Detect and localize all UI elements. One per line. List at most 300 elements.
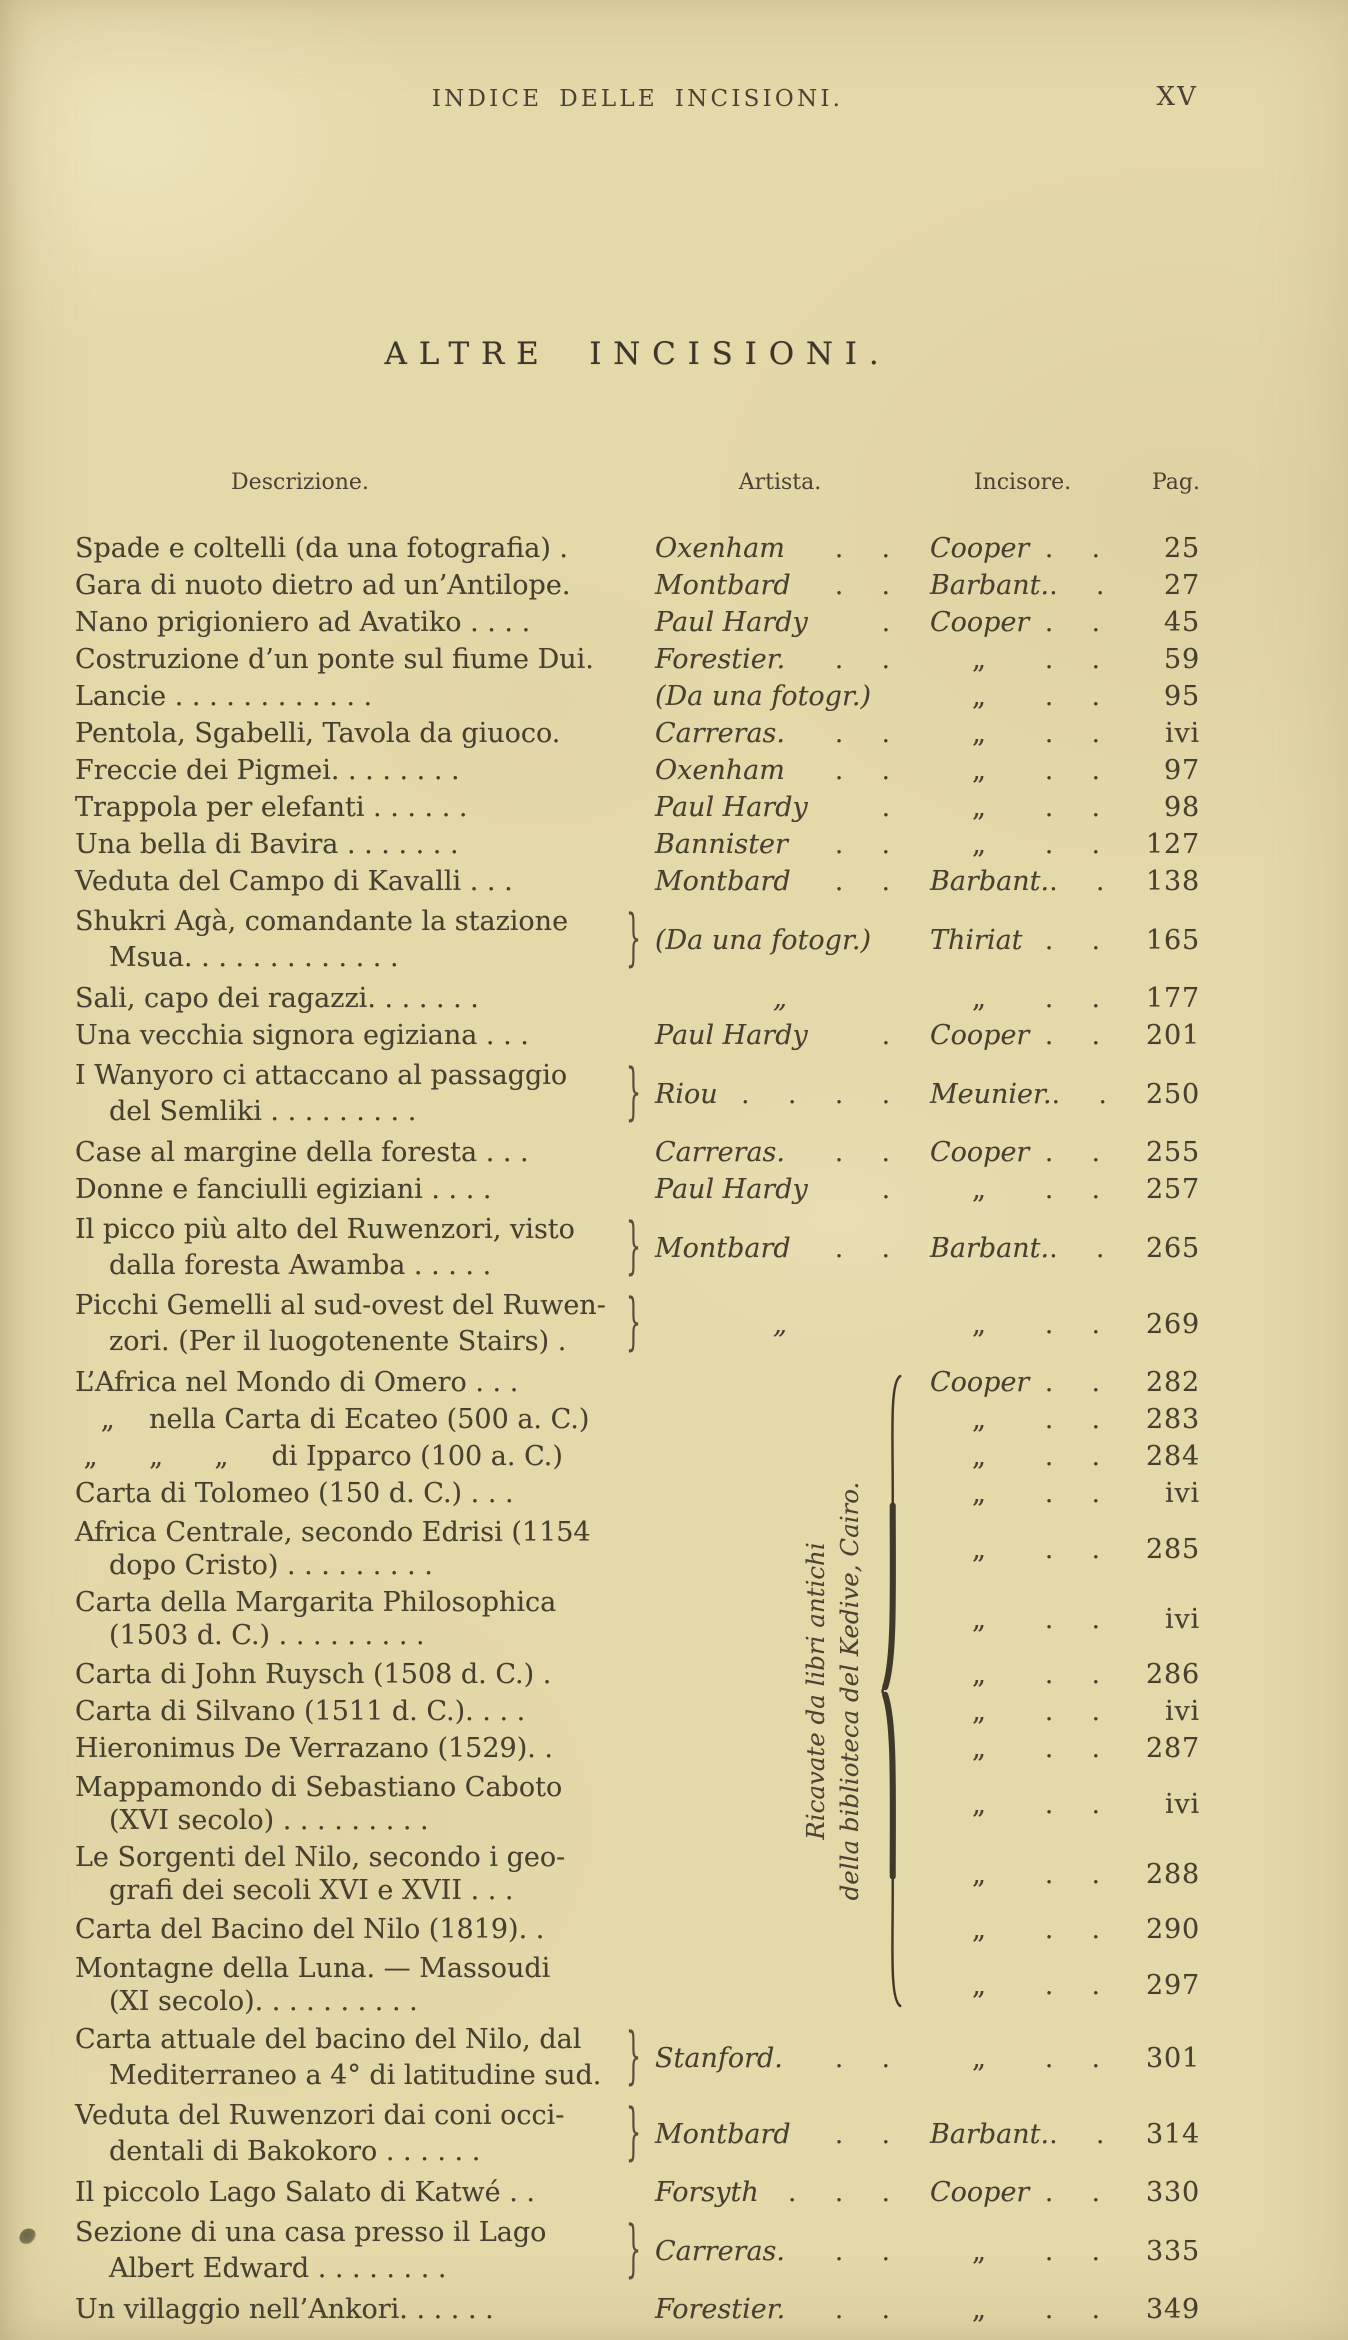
description-text: Carta della Margarita Philosophica [75, 1587, 557, 1618]
artist-cell [655, 2236, 905, 2267]
engraver-cell [930, 829, 1115, 860]
engraver-name: Barbant. [930, 2118, 1050, 2150]
artist-cell [655, 533, 905, 564]
page-cell: 282 [1146, 1367, 1200, 1398]
description-text: Donne e fanciulli egiziani . . . . [75, 1173, 492, 1205]
description-text: Una vecchia signora egiziana . . . [75, 1019, 529, 1051]
description-text: Il picco più alto del Ruwenzori, visto [75, 1214, 575, 1245]
engraver-name: „ [972, 2042, 986, 2074]
description-cell [75, 904, 655, 976]
table-row [75, 1730, 1200, 1767]
artist-dot-leader: . . . [787, 2177, 905, 2208]
table-row [75, 1586, 1200, 1652]
table-row [75, 1288, 1200, 1360]
description-cell [75, 2098, 655, 2170]
column-header-descrizione: Descrizione. [231, 470, 369, 495]
table-row [75, 1171, 1200, 1208]
engraver-cell [930, 1020, 1115, 1051]
page-cell: ivi [1165, 1478, 1200, 1509]
engraver-dot-leader: . . [1044, 792, 1115, 823]
page-number: XV [1156, 82, 1198, 112]
description-text: (XI secolo). . . . . . . . . . [109, 1986, 418, 2017]
engraver-cell [930, 681, 1115, 712]
table-row [75, 1058, 1200, 1130]
description-cell [75, 1058, 655, 1130]
table-row [75, 1401, 1200, 1438]
engraver-cell [930, 1367, 1115, 1398]
artist-cell [655, 2177, 905, 2208]
artist-cell [655, 792, 905, 823]
table-row [75, 1693, 1200, 1730]
engraver-cell [930, 925, 1115, 956]
engraver-name: Meunier. [930, 1078, 1052, 1110]
description-text: Carta attuale del bacino del Nilo, dal [75, 2024, 582, 2055]
description-text: Carta di Tolomeo (150 d. C.) . . . [75, 1478, 514, 1509]
engraver-cell [930, 1078, 1122, 1110]
engraver-dot-leader: . . [1051, 1078, 1122, 1110]
artist-dot-leader: . . [834, 2294, 905, 2325]
engraver-dot-leader: . . [1044, 829, 1115, 860]
engraver-dot-leader: . . [1044, 2177, 1115, 2208]
table-row [75, 980, 1200, 1017]
engraver-dot-leader: . . [1044, 755, 1115, 786]
description-cell [75, 642, 655, 678]
description-text: Africa Centrale, secondo Edrisi (1154 [75, 1517, 591, 1548]
description-text: „ „ „ di Ipparco (100 a. C.) [75, 1441, 563, 1472]
rows-after-group [75, 2022, 1200, 2328]
engraver-cell [930, 2177, 1115, 2208]
description-text: zori. (Per il luogotenente Stairs) . [109, 1326, 567, 1357]
ink-blot-mark [17, 2226, 38, 2248]
artist-dot-leader: . . [834, 755, 905, 786]
table-row [75, 752, 1200, 789]
description-text: (XVI secolo) . . . . . . . . . [109, 1805, 429, 1836]
engraver-dot-leader: . . [1044, 533, 1115, 564]
table-row [75, 678, 1200, 715]
description-cell [75, 1695, 655, 1728]
engraver-name: „ [972, 829, 986, 860]
artist-dot-leader: . . [834, 2042, 905, 2074]
table-row [75, 1516, 1200, 1582]
table-row [75, 567, 1200, 604]
artist-dot-leader: . [881, 792, 905, 823]
page-cell: 257 [1146, 1174, 1200, 1205]
description-cell [75, 1477, 655, 1510]
engraver-dot-leader: . . [1044, 1858, 1115, 1890]
engraver-cell [930, 644, 1115, 675]
artist-name: Montbard [655, 866, 791, 897]
engraver-dot-leader: . . [1044, 1733, 1115, 1764]
description-cell [75, 1440, 655, 1473]
description-text: Case al margine della foresta . . . [75, 1136, 529, 1168]
artist-name: Paul Hardy [655, 1174, 808, 1205]
description-cell [75, 1212, 655, 1284]
description-text: Shukri Agà, comandante la stazione [75, 906, 569, 937]
description-text: Montagne della Luna. — Massoudi [75, 1953, 551, 1984]
engraver-dot-leader: . . [1044, 983, 1115, 1014]
artist-dot-leader: . . [834, 718, 905, 749]
artist-dot-leader: . . [834, 644, 905, 675]
description-text: Carta del Bacino del Nilo (1819). . [75, 1914, 545, 1945]
artist-name: (Da una fotogr.) [655, 681, 872, 712]
artist-cell [655, 1020, 905, 1051]
row-brace-icon: } [625, 2097, 642, 2169]
rows-before-group [75, 530, 1200, 1360]
description-text: Sali, capo dei ragazzi. . . . . . . [75, 982, 479, 1014]
page-cell: ivi [1165, 1603, 1200, 1635]
description-text: Veduta del Campo di Kavalli . . . [75, 865, 513, 897]
khedive-library-group [75, 1364, 1200, 2018]
engraver-cell [930, 1970, 1115, 2001]
description-cell [75, 1135, 655, 1171]
description-cell [75, 1018, 655, 1054]
artist-name: Oxenham [655, 533, 785, 564]
artist-cell [655, 1174, 905, 1205]
page-cell: 45 [1164, 607, 1200, 638]
description-text: Gara di nuoto dietro ad un’Antilope. [75, 569, 571, 601]
engraver-name: „ [972, 1914, 986, 1945]
table-row [75, 530, 1200, 567]
engraver-name: „ [972, 1659, 986, 1690]
engraver-dot-leader: . . [1044, 2294, 1115, 2325]
engraver-cell [930, 607, 1115, 638]
page-cell: 285 [1146, 1533, 1200, 1565]
artist-dot-leader: . . [834, 829, 905, 860]
page-cell: 269 [1146, 1308, 1200, 1340]
group-source-label-line1: Ricavate da libri antichi [801, 1542, 830, 1840]
engraver-dot-leader: . . [1044, 1478, 1115, 1509]
engravings-index-table [75, 470, 1200, 2328]
artist-name: Forestier. [655, 2294, 786, 2325]
artist-cell [655, 829, 905, 860]
engraver-name: Cooper [930, 1367, 1030, 1398]
engraver-dot-leader: . . [1049, 570, 1120, 601]
description-text: Mediterraneo a 4° di latitudine sud. [109, 2060, 602, 2091]
engraver-dot-leader: . . [1044, 1404, 1115, 1435]
engraver-cell [930, 2236, 1115, 2267]
engraver-dot-leader: . . [1049, 2118, 1120, 2150]
engraver-name: „ [972, 983, 986, 1014]
description-cell [75, 2292, 655, 2328]
row-brace-icon: } [625, 2021, 642, 2093]
table-row [75, 1475, 1200, 1512]
description-cell [75, 679, 655, 715]
artist-name: Oxenham [655, 755, 785, 786]
description-cell [75, 2022, 655, 2094]
description-text: Carta di John Ruysch (1508 d. C.) . [75, 1659, 552, 1690]
description-cell [75, 531, 655, 567]
artist-name: Paul Hardy [655, 607, 808, 638]
artist-name: Stanford. [655, 2042, 783, 2074]
description-text: I Wanyoro ci attaccano al passaggio [75, 1060, 568, 1091]
group-source-label-line2: della biblioteca del Kedive, Cairo. [835, 1481, 864, 1901]
engraver-name: „ [972, 681, 986, 712]
page-cell: 25 [1164, 533, 1200, 564]
page-cell: 255 [1146, 1137, 1200, 1168]
engraver-cell [930, 533, 1115, 564]
engraver-cell [930, 755, 1115, 786]
artist-name: Montbard [655, 2118, 791, 2150]
table-row [75, 863, 1200, 900]
description-text: Msua. . . . . . . . . . . . . [109, 942, 399, 973]
engraver-cell [930, 1733, 1115, 1764]
artist-dot-leader: . [881, 1174, 905, 1205]
description-text: Il piccolo Lago Salato di Katwé . . [75, 2176, 535, 2208]
page-cell: 95 [1164, 681, 1200, 712]
artist-cell [655, 866, 905, 897]
description-text: Veduta del Ruwenzori dai coni occi- [75, 2100, 565, 2131]
table-row [75, 1134, 1200, 1171]
engraver-name: Cooper [930, 1020, 1030, 1051]
description-text: Un villaggio nell’Ankori. . . . . . [75, 2293, 494, 2325]
engraver-name: „ [972, 792, 986, 823]
engraver-dot-leader: . . [1044, 1914, 1115, 1945]
description-cell [75, 1841, 655, 1907]
description-cell [75, 864, 655, 900]
engraver-dot-leader: . . [1049, 1232, 1120, 1264]
description-cell [75, 1586, 655, 1652]
artist-name: „ [773, 1308, 787, 1340]
description-text: dentali di Bakokoro . . . . . . [109, 2136, 481, 2167]
engraver-name: „ [972, 1441, 986, 1472]
description-text: del Semliki . . . . . . . . . [109, 1096, 417, 1127]
artist-cell [655, 570, 905, 601]
engraver-cell [930, 1441, 1115, 1472]
engraver-dot-leader: . . [1044, 681, 1115, 712]
description-text: Spade e coltelli (da una fotografia) . [75, 532, 569, 564]
engraver-name: Cooper [930, 1137, 1030, 1168]
engraver-dot-leader: . . [1044, 1659, 1115, 1690]
column-header-incisore: Incisore. [973, 470, 1072, 495]
artist-cell [655, 1079, 905, 1110]
page-cell: ivi [1165, 718, 1200, 749]
artist-cell [655, 607, 905, 638]
engraver-cell [930, 1232, 1120, 1264]
description-cell [75, 1771, 655, 1837]
artist-name: Montbard [655, 570, 791, 601]
description-cell [75, 1952, 655, 2018]
table-row [75, 1911, 1200, 1948]
artist-cell [655, 1233, 905, 1264]
description-text: Mappamondo di Sebastiano Caboto [75, 1772, 563, 1803]
artist-cell [655, 983, 905, 1014]
artist-name: Riou [655, 1078, 718, 1110]
description-cell [75, 1288, 655, 1360]
artist-cell [655, 1137, 905, 1168]
engraver-name: Barbant. [930, 570, 1050, 601]
description-cell [75, 1658, 655, 1691]
row-brace-icon: } [625, 2214, 642, 2286]
engraver-name: „ [972, 1603, 986, 1635]
engraver-cell [930, 1137, 1115, 1168]
page-cell: 283 [1146, 1404, 1200, 1435]
description-text: Picchi Gemelli al sud-ovest del Ruwen- [75, 1290, 606, 1321]
engraver-name: „ [972, 1788, 986, 1820]
engraver-cell [930, 1859, 1115, 1890]
artist-dot-leader: . . [834, 1137, 905, 1168]
artist-cell [655, 2043, 905, 2074]
engraver-cell [930, 1604, 1115, 1635]
description-cell [75, 753, 655, 789]
description-text: Hieronimus De Verrazano (1529). . [75, 1733, 553, 1764]
artist-cell [655, 925, 905, 956]
engraver-name: „ [972, 2235, 986, 2267]
page-cell: 284 [1146, 1441, 1200, 1472]
engraver-name: „ [972, 1733, 986, 1764]
page-cell: 314 [1146, 2118, 1200, 2150]
description-text: Trappola per elefanti . . . . . . [75, 791, 468, 823]
engraver-name: „ [972, 718, 986, 749]
engraver-dot-leader: . . [1049, 866, 1120, 897]
artist-dot-leader: . . [834, 2118, 905, 2150]
artist-name: (Da una fotogr.) [655, 924, 872, 956]
description-cell [75, 981, 655, 1017]
page-cell: 349 [1146, 2294, 1200, 2325]
description-text: Lancie . . . . . . . . . . . . [75, 680, 373, 712]
engraver-name: „ [972, 1858, 986, 1890]
engraver-cell [930, 983, 1115, 1014]
page-cell: 27 [1164, 570, 1200, 601]
rows-in-group [75, 1364, 1200, 2018]
artist-name: „ [773, 983, 787, 1014]
artist-dot-leader: . . [834, 1232, 905, 1264]
row-brace-icon: } [625, 1057, 642, 1129]
engraver-dot-leader: . . [1044, 607, 1115, 638]
artist-cell [655, 718, 905, 749]
table-row [75, 604, 1200, 641]
page-cell: 297 [1146, 1969, 1200, 2001]
engraver-name: Barbant. [930, 1232, 1050, 1264]
description-cell [75, 568, 655, 604]
page-cell: 59 [1164, 644, 1200, 675]
description-cell [75, 1732, 655, 1765]
artist-dot-leader: . . [834, 2235, 905, 2267]
artist-name: Forestier. [655, 644, 786, 675]
running-header [75, 0, 1200, 116]
column-header-pag: Pag. [1151, 470, 1200, 495]
engraver-cell [930, 2294, 1115, 2325]
description-text: „ nella Carta di Ecateo (500 a. C.) [75, 1404, 590, 1435]
page-cell: 177 [1146, 983, 1200, 1014]
row-brace-icon: } [625, 1287, 642, 1359]
description-cell [75, 790, 655, 826]
artist-dot-leader: . . [834, 570, 905, 601]
table-row [75, 1017, 1200, 1054]
artist-dot-leader: . [881, 1020, 905, 1051]
engraver-name: „ [972, 644, 986, 675]
description-cell [75, 1913, 655, 1946]
description-text: Costruzione d’un ponte sul fiume Dui. [75, 643, 594, 675]
description-text: Sezione di una casa presso il Lago [75, 2217, 547, 2248]
description-text: L’Africa nel Mondo di Omero . . . [75, 1367, 519, 1398]
table-row [75, 1364, 1200, 1401]
engraver-cell [930, 1309, 1115, 1340]
engraver-name: Barbant. [930, 866, 1050, 897]
description-text: Una bella di Bavira . . . . . . . [75, 828, 459, 860]
engraver-cell [930, 1534, 1115, 1565]
artist-name: Montbard [655, 1232, 791, 1264]
page-cell: 286 [1146, 1659, 1200, 1690]
artist-name: Carreras. [655, 2235, 785, 2267]
engraver-dot-leader: . . [1044, 1020, 1115, 1051]
artist-dot-leader: . . [834, 866, 905, 897]
artist-name: Carreras. [655, 1137, 785, 1168]
engraver-dot-leader: . . [1044, 2042, 1115, 2074]
artist-cell [655, 2119, 905, 2150]
table-row [75, 2291, 1200, 2328]
engraver-name: „ [972, 2294, 986, 2325]
page-cell: ivi [1165, 1696, 1200, 1727]
description-cell [75, 1403, 655, 1436]
page-cell: 330 [1146, 2177, 1200, 2208]
row-brace-icon: } [625, 903, 642, 975]
artist-dot-leader: . [881, 607, 905, 638]
engraver-cell [930, 2118, 1120, 2150]
engraver-name: „ [972, 1696, 986, 1727]
table-row [75, 826, 1200, 863]
table-row [75, 789, 1200, 826]
engraver-dot-leader: . . [1044, 1533, 1115, 1565]
description-text: Carta di Silvano (1511 d. C.). . . . [75, 1696, 526, 1727]
engraver-cell [930, 1914, 1115, 1945]
page-cell: 288 [1146, 1858, 1200, 1890]
section-title: ALTRE INCISIONI. [384, 336, 891, 372]
engraver-cell [930, 570, 1120, 601]
engraver-name: „ [972, 1533, 986, 1565]
page-cell: 287 [1146, 1733, 1200, 1764]
artist-cell [655, 644, 905, 675]
description-text: Freccie dei Pigmei. . . . . . . . [75, 754, 460, 786]
engraver-cell [930, 1174, 1115, 1205]
engraver-dot-leader: . . [1044, 1696, 1115, 1727]
table-row [75, 1841, 1200, 1907]
description-cell [75, 716, 655, 752]
table-header-row [75, 470, 1200, 500]
engraver-dot-leader: . . [1044, 1308, 1115, 1340]
page-cell: 98 [1164, 792, 1200, 823]
engraver-name: „ [972, 1404, 986, 1435]
engraver-dot-leader: . . [1044, 718, 1115, 749]
engraver-dot-leader: . . [1044, 2235, 1115, 2267]
engraver-dot-leader: . . [1044, 1174, 1115, 1205]
engraver-dot-leader: . . [1044, 1788, 1115, 1820]
page-cell: 201 [1146, 1020, 1200, 1051]
description-text: dopo Cristo) . . . . . . . . . [109, 1550, 433, 1581]
table-row [75, 2215, 1200, 2287]
description-text: Le Sorgenti del Nilo, secondo i geo- [75, 1842, 566, 1873]
engraver-dot-leader: . . [1044, 924, 1115, 956]
description-cell [75, 1516, 655, 1582]
artist-cell [655, 681, 905, 712]
description-text: Nano prigioniero ad Avatiko . . . . [75, 606, 531, 638]
engraver-cell [930, 2043, 1115, 2074]
engraver-name: Cooper [930, 533, 1030, 564]
engraver-dot-leader: . . [1044, 1441, 1115, 1472]
description-text: Albert Edward . . . . . . . . [109, 2253, 447, 2284]
table-row [75, 641, 1200, 678]
table-row [75, 1771, 1200, 1837]
running-header-title: INDICE DELLE INCISIONI. [431, 86, 844, 112]
description-cell [75, 605, 655, 641]
description-text: dalla foresta Awamba . . . . . [109, 1250, 492, 1281]
artist-dot-leader: . . [834, 533, 905, 564]
engraver-name: „ [972, 1174, 986, 1205]
artist-name: Carreras. [655, 718, 785, 749]
row-brace-icon: } [625, 1211, 642, 1283]
engraver-name: Cooper [930, 2177, 1030, 2208]
engraver-cell [930, 1696, 1115, 1727]
description-text: (1503 d. C.) . . . . . . . . . [109, 1620, 425, 1651]
